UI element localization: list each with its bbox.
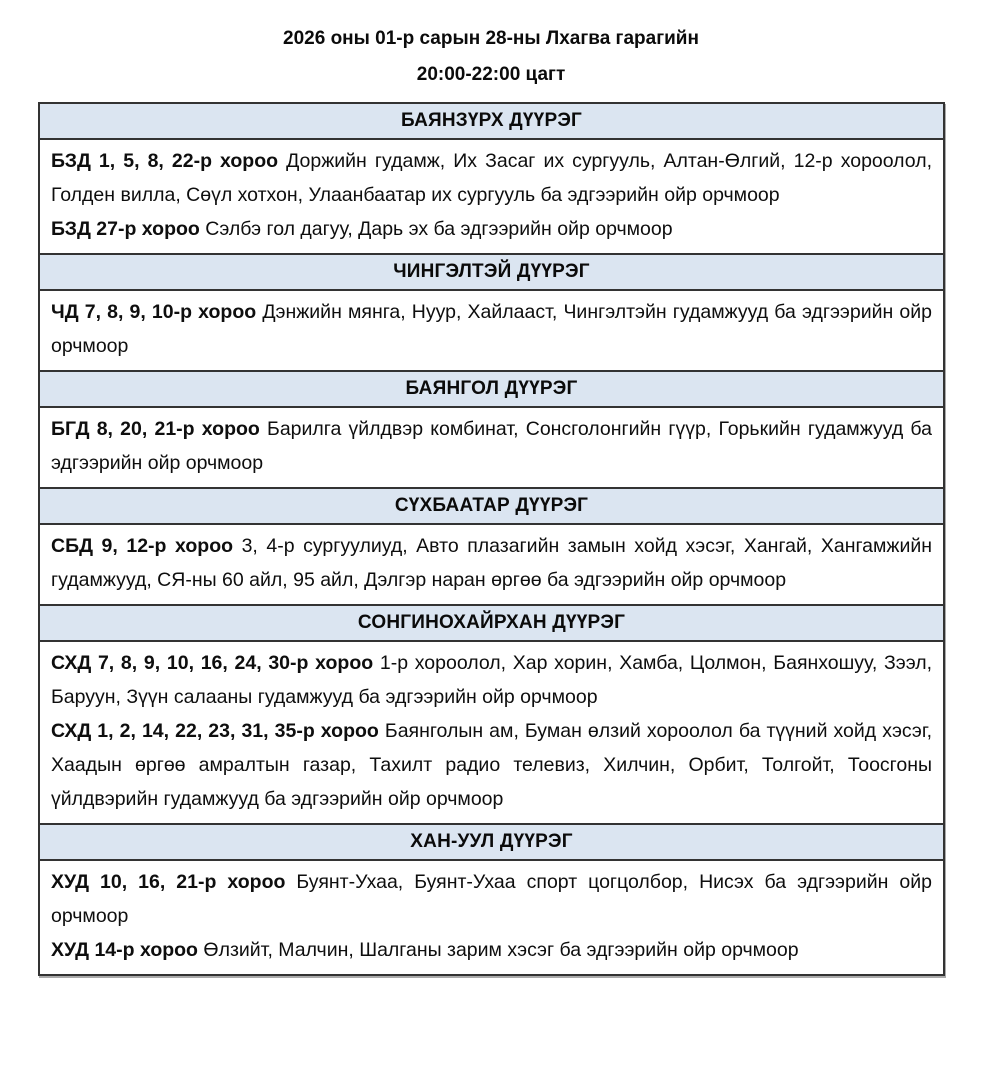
khoroo-label: СХД 1, 2, 14, 22, 23, 31, 35-р хороо (51, 720, 379, 742)
area-entry (51, 412, 932, 480)
area-text: Өлзийт, Малчин, Шалганы зарим хэсэг ба эдгээрийн ойр орчмоор (203, 939, 799, 961)
khoroo-label: ХУД 10, 16, 21-р хороо (51, 871, 286, 893)
area-text: Буянт-Ухаа, Буянт-Ухаа спорт цогцолбор, Нисэх ба эдгээрийн ойр орчмоор (51, 871, 932, 927)
district-body-songinokhairkhan (40, 642, 943, 823)
district-body-khanuul (40, 861, 943, 974)
khoroo-label: ХУД 14-р хороо (51, 939, 198, 961)
khoroo-label: ЧД 7, 8, 9, 10-р хороо (51, 301, 257, 323)
outage-schedule-table (38, 102, 945, 976)
district-header-khanuul: ХАН-УУЛ ДҮҮРЭГ (40, 823, 943, 861)
area-entry (51, 212, 932, 246)
area-entry (51, 865, 932, 933)
area-text: Дэнжийн мянга, Нуур, Хайлааст, Чингэлтэйн гудамжууд ба эдгээрийн ойр орчмоор (51, 301, 932, 357)
area-entry (51, 933, 932, 967)
district-body-chingeltei (40, 291, 943, 370)
khoroo-label: БЗД 27-р хороо (51, 218, 200, 240)
area-text: Доржийн гудамж, Их Засаг их сургууль, Алтан-Өлгий, 12-р хороолол, Голден вилла, Сөүл хотхон, Улаанбаатар их сургууль ба эдгээрийн ойр орчмоор (51, 150, 932, 206)
district-body-sukhbaatar (40, 525, 943, 604)
khoroo-label: БГД 8, 20, 21-р хороо (51, 418, 260, 440)
area-entry (51, 714, 932, 816)
area-entry (51, 144, 932, 212)
area-text: Барилга үйлдвэр комбинат, Сонсголонгийн гүүр, Горькийн гудамжууд ба эдгээрийн ойр орчмоор (51, 418, 932, 474)
district-header-bayangol: БАЯНГОЛ ДҮҮРЭГ (40, 370, 943, 408)
area-entry (51, 529, 932, 597)
district-header-chingeltei: ЧИНГЭЛТЭЙ ДҮҮРЭГ (40, 253, 943, 291)
district-header-bayanzurkh: БАЯНЗҮРХ ДҮҮРЭГ (40, 104, 943, 140)
area-text: 3, 4-р сургуулиуд, Авто плазагийн замын хойд хэсэг, Хангай, Хангамжийн гудамжууд, СЯ-ны 60 айл, 95 айл, Дэлгэр наран өргөө ба эдгээрийн ойр орчмоор (51, 535, 933, 591)
page-title-date: 2026 оны 01-р сарын 28-ны Лхагва гарагийн (283, 28, 699, 49)
khoroo-label: СХД 7, 8, 9, 10, 16, 24, 30-р хороо (51, 652, 374, 674)
area-entry (51, 295, 932, 363)
area-text: Сэлбэ гол дагуу, Дарь эх ба эдгээрийн ойр орчмоор (205, 218, 673, 240)
area-text: Баянголын ам, Буман өлзий хороолол ба түүний хойд хэсэг, Хаадын өргөө амралтын газар, Тахилт радио телевиз, Хилчин, Орбит, Толгойт, Тоосгоны үйлдвэрийн гудамжууд ба эдгээрийн ойр орчмоор (51, 720, 933, 810)
page-title-time: 20:00-22:00 цагт (416, 64, 566, 85)
area-text: 1-р хороолол, Хар хорин, Хамба, Цолмон, Баянхошуу, Зээл, Баруун, Зүүн салааны гудамжууд ба эдгээрийн ойр орчмоор (51, 652, 933, 708)
district-header-songinokhairkhan: СОНГИНОХАЙРХАН ДҮҮРЭГ (40, 604, 943, 642)
khoroo-label: СБД 9, 12-р хороо (51, 535, 234, 557)
khoroo-label: БЗД 1, 5, 8, 22-р хороо (51, 150, 279, 172)
district-body-bayanzurkh (40, 140, 943, 253)
district-body-bayangol (40, 408, 943, 487)
district-header-sukhbaatar: СҮХБААТАР ДҮҮРЭГ (40, 487, 943, 525)
area-entry (51, 646, 932, 714)
